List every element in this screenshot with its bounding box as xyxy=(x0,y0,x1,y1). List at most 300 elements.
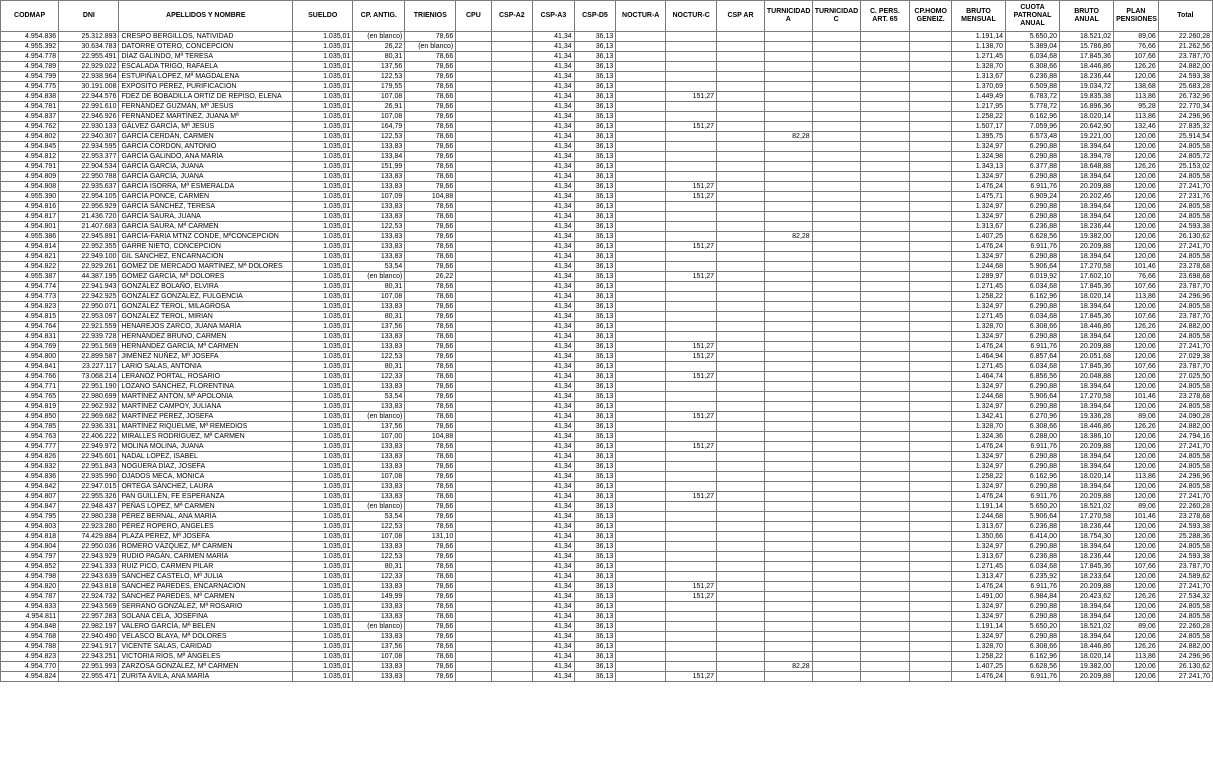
table-cell[interactable]: 1.343,13 xyxy=(951,162,1005,172)
table-cell[interactable]: 53,54 xyxy=(353,512,405,522)
table-cell[interactable]: 78,66 xyxy=(405,632,456,642)
table-cell[interactable]: 1.035,01 xyxy=(293,152,353,162)
table-cell[interactable] xyxy=(910,542,952,552)
table-cell[interactable] xyxy=(616,362,666,372)
table-cell[interactable] xyxy=(491,82,533,92)
column-header[interactable]: PLAN PENSIONES xyxy=(1114,1,1159,32)
table-cell[interactable] xyxy=(491,162,533,172)
table-cell[interactable]: 24.805,58 xyxy=(1158,332,1212,342)
table-row[interactable] xyxy=(1,92,1213,102)
table-cell[interactable]: 19.336,28 xyxy=(1060,412,1114,422)
table-cell[interactable] xyxy=(491,92,533,102)
table-cell[interactable] xyxy=(764,422,812,432)
table-cell[interactable]: 133,83 xyxy=(353,542,405,552)
table-cell[interactable]: 22.962.932 xyxy=(59,402,119,412)
table-cell[interactable]: 41,34 xyxy=(533,572,575,582)
table-cell[interactable]: 4.954.832 xyxy=(1,462,59,472)
table-row[interactable] xyxy=(1,612,1213,622)
table-cell[interactable]: 1.313,67 xyxy=(951,222,1005,232)
table-cell[interactable]: 20.048,88 xyxy=(1060,372,1114,382)
table-cell[interactable] xyxy=(764,202,812,212)
table-cell[interactable] xyxy=(764,402,812,412)
table-cell[interactable]: 6.270,96 xyxy=(1006,412,1060,422)
table-cell[interactable]: 53,54 xyxy=(353,262,405,272)
table-row[interactable] xyxy=(1,502,1213,512)
table-cell[interactable]: 27.029,38 xyxy=(1158,352,1212,362)
table-cell[interactable] xyxy=(860,112,910,122)
table-cell[interactable]: 17.270,58 xyxy=(1060,262,1114,272)
column-header[interactable]: CP. ANTIG. xyxy=(353,1,405,32)
table-cell[interactable]: 1.035,01 xyxy=(293,622,353,632)
table-cell[interactable]: 89,06 xyxy=(1114,622,1159,632)
table-cell[interactable]: 82,28 xyxy=(764,662,812,672)
table-cell[interactable]: 120,06 xyxy=(1114,212,1159,222)
table-cell[interactable]: 122,53 xyxy=(353,72,405,82)
table-cell[interactable]: 6.162,96 xyxy=(1006,112,1060,122)
table-cell[interactable]: DÍAZ GALINDO, Mª TERESA xyxy=(119,52,293,62)
table-cell[interactable]: 20.209,88 xyxy=(1060,442,1114,452)
table-cell[interactable]: 4.955.392 xyxy=(1,42,59,52)
table-cell[interactable] xyxy=(616,132,666,142)
table-cell[interactable]: 24.794,16 xyxy=(1158,432,1212,442)
table-cell[interactable]: 36,13 xyxy=(574,92,616,102)
table-cell[interactable] xyxy=(812,482,860,492)
table-cell[interactable]: 95,28 xyxy=(1114,102,1159,112)
table-cell[interactable]: 41,34 xyxy=(533,562,575,572)
table-cell[interactable] xyxy=(491,242,533,252)
table-cell[interactable]: 78,66 xyxy=(405,72,456,82)
table-cell[interactable] xyxy=(764,472,812,482)
table-cell[interactable] xyxy=(456,142,491,152)
table-cell[interactable]: 27.241,70 xyxy=(1158,672,1212,682)
table-cell[interactable]: 22.949.100 xyxy=(59,252,119,262)
table-cell[interactable] xyxy=(491,272,533,282)
table-cell[interactable] xyxy=(910,392,952,402)
table-cell[interactable] xyxy=(860,92,910,102)
table-cell[interactable] xyxy=(812,512,860,522)
table-cell[interactable]: VICTORIA RÍOS, Mª ÁNGELES xyxy=(119,652,293,662)
table-cell[interactable] xyxy=(456,432,491,442)
table-cell[interactable]: 78,66 xyxy=(405,322,456,332)
table-cell[interactable] xyxy=(456,542,491,552)
table-cell[interactable] xyxy=(812,252,860,262)
table-cell[interactable]: 133,83 xyxy=(353,232,405,242)
table-cell[interactable] xyxy=(910,72,952,82)
table-cell[interactable] xyxy=(491,582,533,592)
table-cell[interactable]: 137,56 xyxy=(353,322,405,332)
table-cell[interactable] xyxy=(860,312,910,322)
table-cell[interactable] xyxy=(666,42,717,52)
table-cell[interactable] xyxy=(666,472,717,482)
table-cell[interactable]: 22.946.926 xyxy=(59,112,119,122)
table-cell[interactable]: 6.162,96 xyxy=(1006,292,1060,302)
table-cell[interactable]: 133,83 xyxy=(353,662,405,672)
table-cell[interactable] xyxy=(860,52,910,62)
table-cell[interactable]: 24.805,58 xyxy=(1158,202,1212,212)
table-cell[interactable]: 4.954.800 xyxy=(1,352,59,362)
table-cell[interactable] xyxy=(910,272,952,282)
table-cell[interactable] xyxy=(860,372,910,382)
table-cell[interactable]: 107,08 xyxy=(353,532,405,542)
table-cell[interactable]: 36,13 xyxy=(574,42,616,52)
table-cell[interactable]: 18.233,64 xyxy=(1060,572,1114,582)
table-cell[interactable]: 120,06 xyxy=(1114,602,1159,612)
table-cell[interactable] xyxy=(456,662,491,672)
table-cell[interactable]: 1.035,01 xyxy=(293,382,353,392)
table-cell[interactable]: 36,13 xyxy=(574,112,616,122)
table-cell[interactable] xyxy=(860,252,910,262)
table-cell[interactable]: 78,66 xyxy=(405,492,456,502)
table-cell[interactable] xyxy=(812,372,860,382)
table-cell[interactable] xyxy=(860,602,910,612)
table-cell[interactable] xyxy=(616,432,666,442)
table-cell[interactable] xyxy=(860,392,910,402)
table-cell[interactable] xyxy=(910,222,952,232)
table-cell[interactable]: 6.290,88 xyxy=(1006,332,1060,342)
table-cell[interactable]: 1.476,24 xyxy=(951,582,1005,592)
table-cell[interactable] xyxy=(860,242,910,252)
table-cell[interactable]: ESTUPIÑA LÓPEZ, Mª MAGDALENA xyxy=(119,72,293,82)
table-cell[interactable]: 78,66 xyxy=(405,152,456,162)
table-cell[interactable]: 151,99 xyxy=(353,162,405,172)
table-cell[interactable] xyxy=(456,242,491,252)
table-cell[interactable]: 1.324,97 xyxy=(951,612,1005,622)
table-cell[interactable] xyxy=(764,252,812,262)
table-cell[interactable]: 107,66 xyxy=(1114,562,1159,572)
table-cell[interactable] xyxy=(491,282,533,292)
table-cell[interactable]: 78,66 xyxy=(405,602,456,612)
table-cell[interactable] xyxy=(764,262,812,272)
table-cell[interactable] xyxy=(910,152,952,162)
table-cell[interactable]: 22.899.587 xyxy=(59,352,119,362)
table-cell[interactable]: 20.642,90 xyxy=(1060,122,1114,132)
table-cell[interactable]: 17.270,58 xyxy=(1060,392,1114,402)
table-cell[interactable]: 41,34 xyxy=(533,632,575,642)
table-cell[interactable]: 6.290,88 xyxy=(1006,612,1060,622)
table-cell[interactable] xyxy=(616,242,666,252)
table-cell[interactable]: 6.290,88 xyxy=(1006,602,1060,612)
column-header[interactable]: CSP-A3 xyxy=(533,1,575,32)
table-cell[interactable]: 41,34 xyxy=(533,82,575,92)
table-cell[interactable] xyxy=(717,142,765,152)
table-cell[interactable] xyxy=(910,552,952,562)
table-cell[interactable]: 78,66 xyxy=(405,82,456,92)
table-cell[interactable]: 41,34 xyxy=(533,472,575,482)
table-cell[interactable]: 120,06 xyxy=(1114,142,1159,152)
table-cell[interactable]: 1.035,01 xyxy=(293,102,353,112)
table-cell[interactable] xyxy=(666,132,717,142)
table-cell[interactable]: RUDIO PAGÁN, CARMEN MARÍA xyxy=(119,552,293,562)
table-cell[interactable]: 41,34 xyxy=(533,182,575,192)
table-cell[interactable]: MOLINA MOLINA, JUANA xyxy=(119,442,293,452)
table-cell[interactable]: (en blanco) xyxy=(353,622,405,632)
table-cell[interactable] xyxy=(456,382,491,392)
table-cell[interactable] xyxy=(616,542,666,552)
table-cell[interactable] xyxy=(764,342,812,352)
table-cell[interactable]: 18.446,86 xyxy=(1060,422,1114,432)
table-cell[interactable]: 41,34 xyxy=(533,142,575,152)
table-cell[interactable] xyxy=(812,122,860,132)
table-cell[interactable] xyxy=(616,612,666,622)
table-cell[interactable] xyxy=(491,482,533,492)
table-cell[interactable]: 24.296,96 xyxy=(1158,112,1212,122)
table-cell[interactable]: 78,66 xyxy=(405,382,456,392)
table-cell[interactable]: 6.911,76 xyxy=(1006,442,1060,452)
table-cell[interactable]: EXPÓSITO PÉREZ, PURIFICACIÓN xyxy=(119,82,293,92)
table-cell[interactable]: 133,83 xyxy=(353,582,405,592)
table-row[interactable] xyxy=(1,132,1213,142)
table-cell[interactable]: 18.236,44 xyxy=(1060,72,1114,82)
table-cell[interactable]: 6.308,66 xyxy=(1006,422,1060,432)
table-cell[interactable]: 24.593,38 xyxy=(1158,72,1212,82)
table-cell[interactable]: 17.845,36 xyxy=(1060,562,1114,572)
table-cell[interactable] xyxy=(666,112,717,122)
table-cell[interactable]: 1.244,68 xyxy=(951,392,1005,402)
table-cell[interactable]: 26.130,62 xyxy=(1158,232,1212,242)
table-cell[interactable]: 120,06 xyxy=(1114,572,1159,582)
table-cell[interactable]: 22.945.891 xyxy=(59,232,119,242)
table-cell[interactable] xyxy=(910,292,952,302)
table-cell[interactable]: 6.308,66 xyxy=(1006,322,1060,332)
table-cell[interactable]: 24.296,96 xyxy=(1158,652,1212,662)
table-cell[interactable] xyxy=(616,172,666,182)
table-cell[interactable] xyxy=(812,42,860,52)
table-cell[interactable]: 1.035,01 xyxy=(293,122,353,132)
table-cell[interactable]: 36,13 xyxy=(574,672,616,682)
table-cell[interactable]: 18.648,88 xyxy=(1060,162,1114,172)
table-cell[interactable] xyxy=(764,412,812,422)
table-cell[interactable] xyxy=(456,502,491,512)
table-cell[interactable] xyxy=(910,142,952,152)
table-cell[interactable] xyxy=(860,272,910,282)
table-cell[interactable]: 151,27 xyxy=(666,492,717,502)
table-cell[interactable]: 24.882,00 xyxy=(1158,422,1212,432)
table-cell[interactable]: 30.634.783 xyxy=(59,42,119,52)
table-cell[interactable]: 24.593,38 xyxy=(1158,552,1212,562)
table-cell[interactable] xyxy=(764,632,812,642)
table-cell[interactable] xyxy=(616,672,666,682)
table-cell[interactable]: (en blanco) xyxy=(353,32,405,42)
table-cell[interactable]: 1.035,01 xyxy=(293,612,353,622)
table-cell[interactable] xyxy=(456,162,491,172)
table-cell[interactable] xyxy=(456,132,491,142)
table-cell[interactable] xyxy=(860,222,910,232)
table-cell[interactable]: 41,34 xyxy=(533,302,575,312)
table-row[interactable] xyxy=(1,232,1213,242)
table-cell[interactable]: 1.271,45 xyxy=(951,312,1005,322)
table-cell[interactable] xyxy=(717,532,765,542)
table-cell[interactable] xyxy=(666,562,717,572)
table-cell[interactable] xyxy=(910,42,952,52)
table-cell[interactable]: 5.778,72 xyxy=(1006,102,1060,112)
table-cell[interactable]: 41,34 xyxy=(533,462,575,472)
table-cell[interactable]: 41,34 xyxy=(533,162,575,172)
table-cell[interactable]: 36,13 xyxy=(574,612,616,622)
table-cell[interactable]: 24.296,96 xyxy=(1158,472,1212,482)
table-cell[interactable] xyxy=(666,522,717,532)
table-cell[interactable]: 4.954.822 xyxy=(1,262,59,272)
table-cell[interactable] xyxy=(456,632,491,642)
table-cell[interactable] xyxy=(456,172,491,182)
table-cell[interactable]: 1.324,97 xyxy=(951,402,1005,412)
table-cell[interactable]: 6.290,88 xyxy=(1006,142,1060,152)
table-cell[interactable]: 120,06 xyxy=(1114,172,1159,182)
table-cell[interactable] xyxy=(910,402,952,412)
table-cell[interactable]: 36,13 xyxy=(574,222,616,232)
table-cell[interactable] xyxy=(616,492,666,502)
table-row[interactable] xyxy=(1,622,1213,632)
table-cell[interactable] xyxy=(456,492,491,502)
table-cell[interactable] xyxy=(616,622,666,632)
table-cell[interactable]: 41,34 xyxy=(533,42,575,52)
table-cell[interactable] xyxy=(717,362,765,372)
table-cell[interactable] xyxy=(456,232,491,242)
table-cell[interactable]: 41,34 xyxy=(533,382,575,392)
table-cell[interactable]: GARCÍA-FARIA MTNZ CONDE, MªCONCEPCIÓN xyxy=(119,232,293,242)
table-cell[interactable]: 78,66 xyxy=(405,162,456,172)
table-cell[interactable]: 4.954.818 xyxy=(1,532,59,542)
table-cell[interactable] xyxy=(616,282,666,292)
table-cell[interactable] xyxy=(764,502,812,512)
table-cell[interactable]: 25.312.893 xyxy=(59,32,119,42)
table-cell[interactable]: 4.954.766 xyxy=(1,372,59,382)
table-cell[interactable]: CRESPO BERGILLOS, NATIVIDAD xyxy=(119,32,293,42)
table-cell[interactable]: 6.290,88 xyxy=(1006,202,1060,212)
table-cell[interactable]: 22.936.331 xyxy=(59,422,119,432)
table-cell[interactable]: 22.941.917 xyxy=(59,642,119,652)
table-cell[interactable]: 36,13 xyxy=(574,252,616,262)
table-cell[interactable]: 1.324,36 xyxy=(951,432,1005,442)
table-cell[interactable]: GARCÍA SÁNCHEZ, TERESA xyxy=(119,202,293,212)
table-cell[interactable] xyxy=(456,82,491,92)
table-cell[interactable]: 36,13 xyxy=(574,502,616,512)
table-cell[interactable] xyxy=(764,52,812,62)
table-cell[interactable] xyxy=(717,312,765,322)
table-cell[interactable]: GARCÍA GARCÍA, JUANA xyxy=(119,172,293,182)
table-cell[interactable] xyxy=(666,612,717,622)
table-cell[interactable]: 120,06 xyxy=(1114,332,1159,342)
table-cell[interactable]: 6.288,00 xyxy=(1006,432,1060,442)
table-cell[interactable]: 1.035,01 xyxy=(293,352,353,362)
table-cell[interactable] xyxy=(860,212,910,222)
table-cell[interactable] xyxy=(616,402,666,412)
table-cell[interactable]: 6.911,76 xyxy=(1006,582,1060,592)
table-cell[interactable]: 41,34 xyxy=(533,392,575,402)
table-cell[interactable]: 22.941.943 xyxy=(59,282,119,292)
table-row[interactable] xyxy=(1,532,1213,542)
table-row[interactable] xyxy=(1,422,1213,432)
table-row[interactable] xyxy=(1,642,1213,652)
table-cell[interactable]: 6.984,84 xyxy=(1006,592,1060,602)
table-cell[interactable] xyxy=(456,32,491,42)
table-cell[interactable]: 133,83 xyxy=(353,332,405,342)
table-cell[interactable]: 36,13 xyxy=(574,72,616,82)
table-cell[interactable]: 80,31 xyxy=(353,52,405,62)
table-cell[interactable]: 1.035,01 xyxy=(293,212,353,222)
table-cell[interactable]: 4.954.820 xyxy=(1,582,59,592)
table-cell[interactable]: 1.035,01 xyxy=(293,72,353,82)
table-cell[interactable] xyxy=(910,602,952,612)
table-cell[interactable]: 78,66 xyxy=(405,372,456,382)
table-cell[interactable]: 24.882,00 xyxy=(1158,62,1212,72)
table-cell[interactable]: FDEZ DE BOBADILLA ORTIZ DE REPISO, ELENA xyxy=(119,92,293,102)
table-cell[interactable]: 120,06 xyxy=(1114,662,1159,672)
table-cell[interactable] xyxy=(860,132,910,142)
table-cell[interactable]: 36,13 xyxy=(574,592,616,602)
table-cell[interactable] xyxy=(764,152,812,162)
table-cell[interactable] xyxy=(456,652,491,662)
table-cell[interactable] xyxy=(910,322,952,332)
table-cell[interactable] xyxy=(456,512,491,522)
table-cell[interactable]: 36,13 xyxy=(574,292,616,302)
table-cell[interactable]: 1.313,67 xyxy=(951,522,1005,532)
table-cell[interactable]: 1.258,22 xyxy=(951,112,1005,122)
table-cell[interactable]: 18.020,14 xyxy=(1060,472,1114,482)
table-cell[interactable]: 19.221,00 xyxy=(1060,132,1114,142)
table-cell[interactable]: 6.308,66 xyxy=(1006,62,1060,72)
table-cell[interactable]: 23.787,70 xyxy=(1158,562,1212,572)
table-cell[interactable]: 22.770,34 xyxy=(1158,102,1212,112)
table-cell[interactable]: 36,13 xyxy=(574,172,616,182)
table-cell[interactable]: 1.271,45 xyxy=(951,362,1005,372)
table-row[interactable] xyxy=(1,32,1213,42)
table-cell[interactable] xyxy=(812,592,860,602)
table-cell[interactable]: 78,66 xyxy=(405,352,456,362)
table-cell[interactable] xyxy=(717,262,765,272)
table-cell[interactable]: 22.260,28 xyxy=(1158,622,1212,632)
table-cell[interactable]: PÉREZ ROPERO, ANGELES xyxy=(119,522,293,532)
table-cell[interactable]: 36,13 xyxy=(574,522,616,532)
table-cell[interactable] xyxy=(764,672,812,682)
table-cell[interactable] xyxy=(456,332,491,342)
table-cell[interactable] xyxy=(717,102,765,112)
table-cell[interactable]: 120,06 xyxy=(1114,222,1159,232)
table-cell[interactable] xyxy=(910,662,952,672)
table-cell[interactable]: 4.954.769 xyxy=(1,342,59,352)
table-cell[interactable]: HERNÁNDEZ BRUNO, CARMEN xyxy=(119,332,293,342)
table-cell[interactable] xyxy=(764,32,812,42)
table-cell[interactable] xyxy=(764,92,812,102)
table-cell[interactable]: 6.236,88 xyxy=(1006,552,1060,562)
table-cell[interactable] xyxy=(491,202,533,212)
table-cell[interactable]: 4.954.817 xyxy=(1,212,59,222)
table-row[interactable] xyxy=(1,662,1213,672)
table-cell[interactable]: 36,13 xyxy=(574,142,616,152)
table-cell[interactable]: 41,34 xyxy=(533,422,575,432)
table-cell[interactable]: 1.035,01 xyxy=(293,82,353,92)
table-cell[interactable] xyxy=(717,652,765,662)
table-cell[interactable]: 24.805,58 xyxy=(1158,142,1212,152)
table-cell[interactable] xyxy=(764,512,812,522)
table-cell[interactable]: OJADOS MECA, MÓNICA xyxy=(119,472,293,482)
table-cell[interactable]: 1.035,01 xyxy=(293,372,353,382)
table-cell[interactable]: 4.954.788 xyxy=(1,642,59,652)
table-cell[interactable] xyxy=(910,282,952,292)
table-cell[interactable]: 23.278,68 xyxy=(1158,512,1212,522)
table-cell[interactable]: 78,66 xyxy=(405,582,456,592)
table-cell[interactable]: 1.035,01 xyxy=(293,552,353,562)
table-cell[interactable] xyxy=(666,572,717,582)
table-row[interactable] xyxy=(1,242,1213,252)
table-cell[interactable] xyxy=(812,52,860,62)
table-row[interactable] xyxy=(1,402,1213,412)
table-cell[interactable] xyxy=(910,502,952,512)
table-cell[interactable]: 122,53 xyxy=(353,552,405,562)
table-cell[interactable]: 120,06 xyxy=(1114,452,1159,462)
table-cell[interactable]: 41,34 xyxy=(533,112,575,122)
table-cell[interactable]: 18.394,64 xyxy=(1060,462,1114,472)
table-cell[interactable]: 1.035,01 xyxy=(293,582,353,592)
